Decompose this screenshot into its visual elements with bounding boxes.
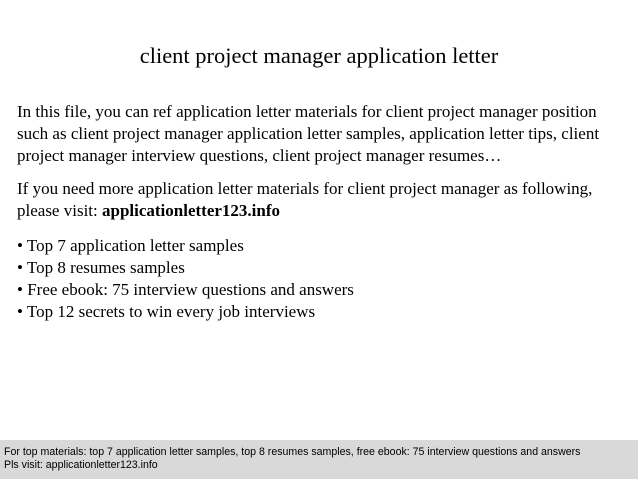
body-content (17, 101, 629, 323)
bullet-item: • Free ebook: 75 interview questions and answers (17, 280, 354, 299)
bullet-item: • Top 7 application letter samples (17, 236, 244, 255)
bullet-item: • Top 8 resumes samples (17, 258, 185, 277)
bullet-item: • Top 12 secrets to win every job interviews (17, 302, 316, 321)
visit-text: If you need more application letter materials for client project manager as following, please visit: (17, 179, 593, 220)
footer-bar (0, 440, 638, 479)
site-link[interactable]: applicationletter123.info (101, 201, 280, 220)
footer-line-materials: For top materials: top 7 application letter samples, top 8 resumes samples, free ebook: 75 interview questions and answers (4, 446, 581, 458)
bullet-list (17, 235, 629, 323)
page-title: client project manager application letter (139, 43, 499, 68)
footer-line-visit: Pls visit: applicationletter123.info (4, 458, 158, 471)
intro-paragraph: In this file, you can ref application letter materials for client project manager position such as client project manager application letter samples, application letter tips, client project manager interview questions, client project manager resumes… (17, 102, 600, 165)
visit-paragraph (17, 178, 629, 222)
